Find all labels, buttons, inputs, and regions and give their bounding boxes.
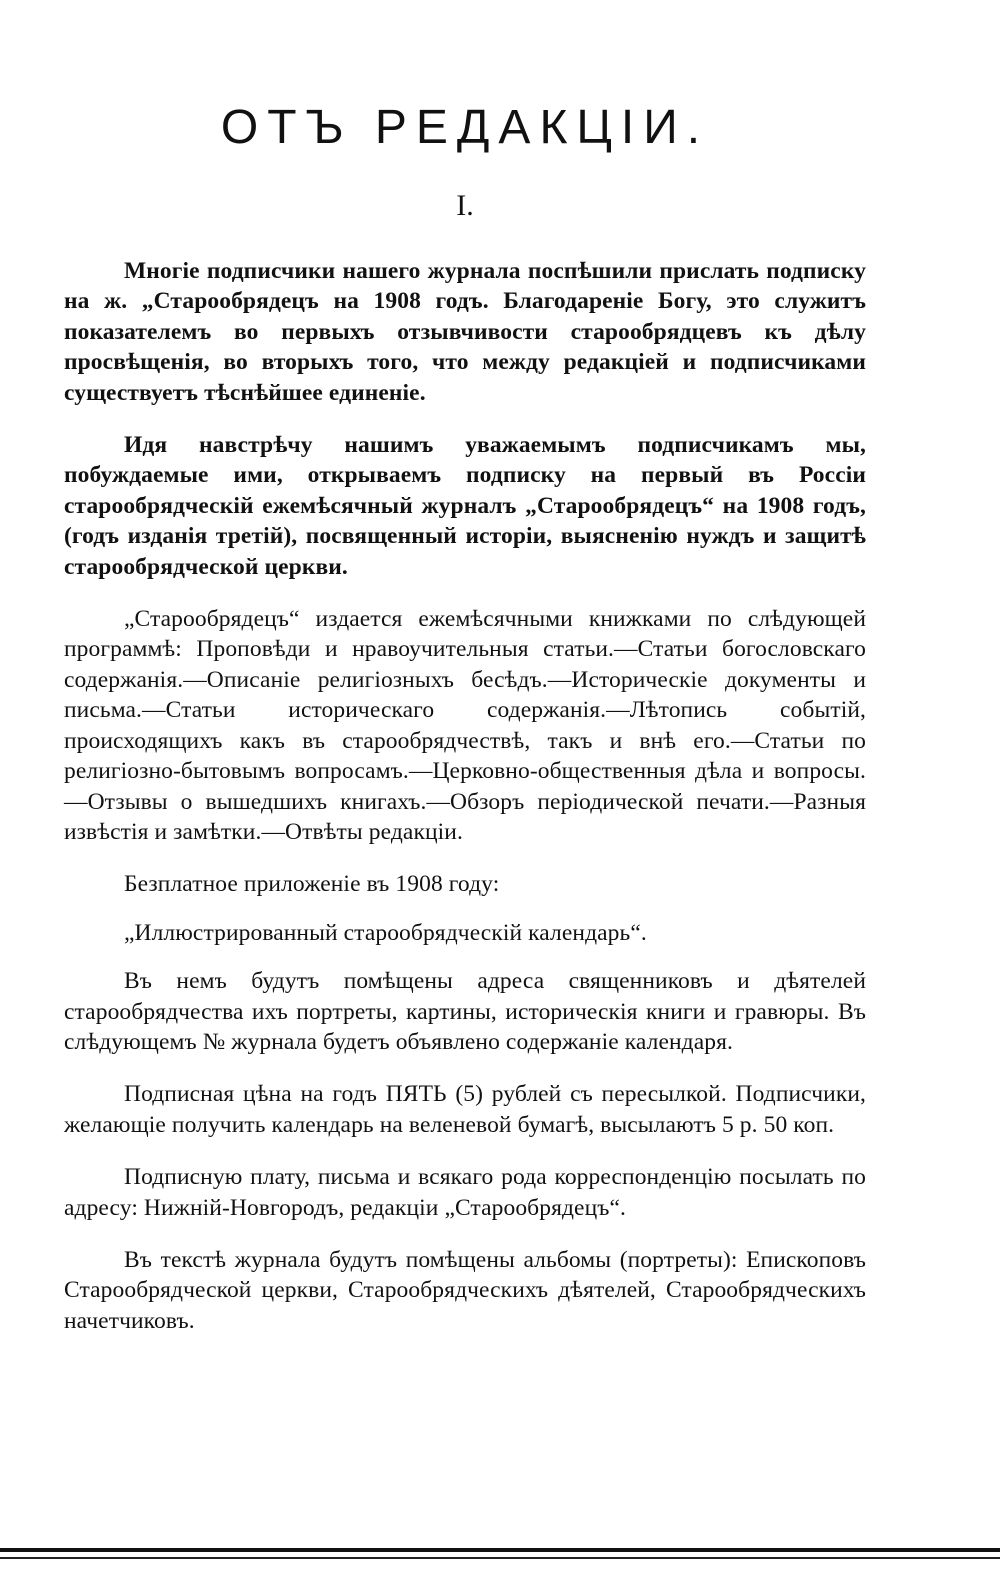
paragraph-calendar-contents: Въ немъ будутъ помѣщены адреса священниковъ и дѣятелей старообрядчества ихъ портреты, картины, историческія книги и гравюры. Въ слѣдующемъ № журнала будетъ объявлено содержаніе календаря. [64,968,866,1055]
bottom-rule-thick [0,1548,1000,1552]
section-number: I. [456,189,474,222]
paragraph-calendar-title: „Иллюстрированный старообрядческій календарь“. [124,919,647,946]
paragraph-address: Подписную плату, письма и всякаго рода корреспонденцію посылать по адресу: Нижній-Новгородъ, редакціи „Старообрядецъ“. [64,1164,866,1221]
paragraph-free-supplement: Безплатное приложеніе въ 1908 году: [124,871,500,898]
bottom-rule-thin [0,1557,1000,1559]
paragraph-program: „Старообрядецъ“ издается ежемѣсячными книжками по слѣдующей программѣ: Проповѣди и нравоучительныя статьи.—Статьи богословскаго содержанія.—Описаніе религіозныхъ бесѣдъ.—Историческіе документы и письма.—Статьи историческаго содержанія.—Лѣтопись событій, происходящихъ какъ въ старообрядчествѣ, такъ и внѣ его.—Статьи по религіозно-бытовымъ вопросамъ.—Церковно-общественныя дѣла и вопросы.—Отзывы о вышедшихъ книгахъ.—Обзоръ періодической печати.—Разныя извѣстія и замѣтки.—Отвѣты редакціи. [64,606,866,845]
paragraph-price: Подписная цѣна на годъ ПЯТЬ (5) рублей съ пересылкой. Подписчики, желающіе получить календарь на веленевой бумагѣ, высылаютъ 5 р. 50 коп. [64,1081,866,1138]
paragraph-albums: Въ текстѣ журнала будутъ помѣщены альбомы (портреты): Епископовъ Старообрядческой церкви, Старообрядческихъ дѣятелей, Старообрядческихъ начетчиковъ. [64,1246,866,1334]
paragraph-subscribers: Многіе подписчики нашего журнала поспѣшили прислать подписку на ж. „Старообрядецъ на 1908 годъ. Благодареніе Богу, это служитъ показателемъ во первыхъ отзывчивости старообрядцевъ къ дѣлу просвѣщенія, во вторыхъ того, что между редакціей и подписчиками существуетъ тѣснѣйшее единеніе. [64,258,866,406]
page-title: ОТЪ РЕДАКЦІИ. [220,101,710,154]
body-text [64,256,866,1358]
paragraph-subscription-announcement: Идя навстрѣчу нашимъ уважаемымъ подписчикамъ мы, побуждаемые ими, открываемъ подписку на первый въ Россіи старообрядческій ежемѣсячный журналъ „Старообрядецъ“ на 1908 годъ, (годъ изданія третій), посвященный исторіи, выясненію нуждъ и защитѣ старообрядческой церкви. [64,432,866,580]
